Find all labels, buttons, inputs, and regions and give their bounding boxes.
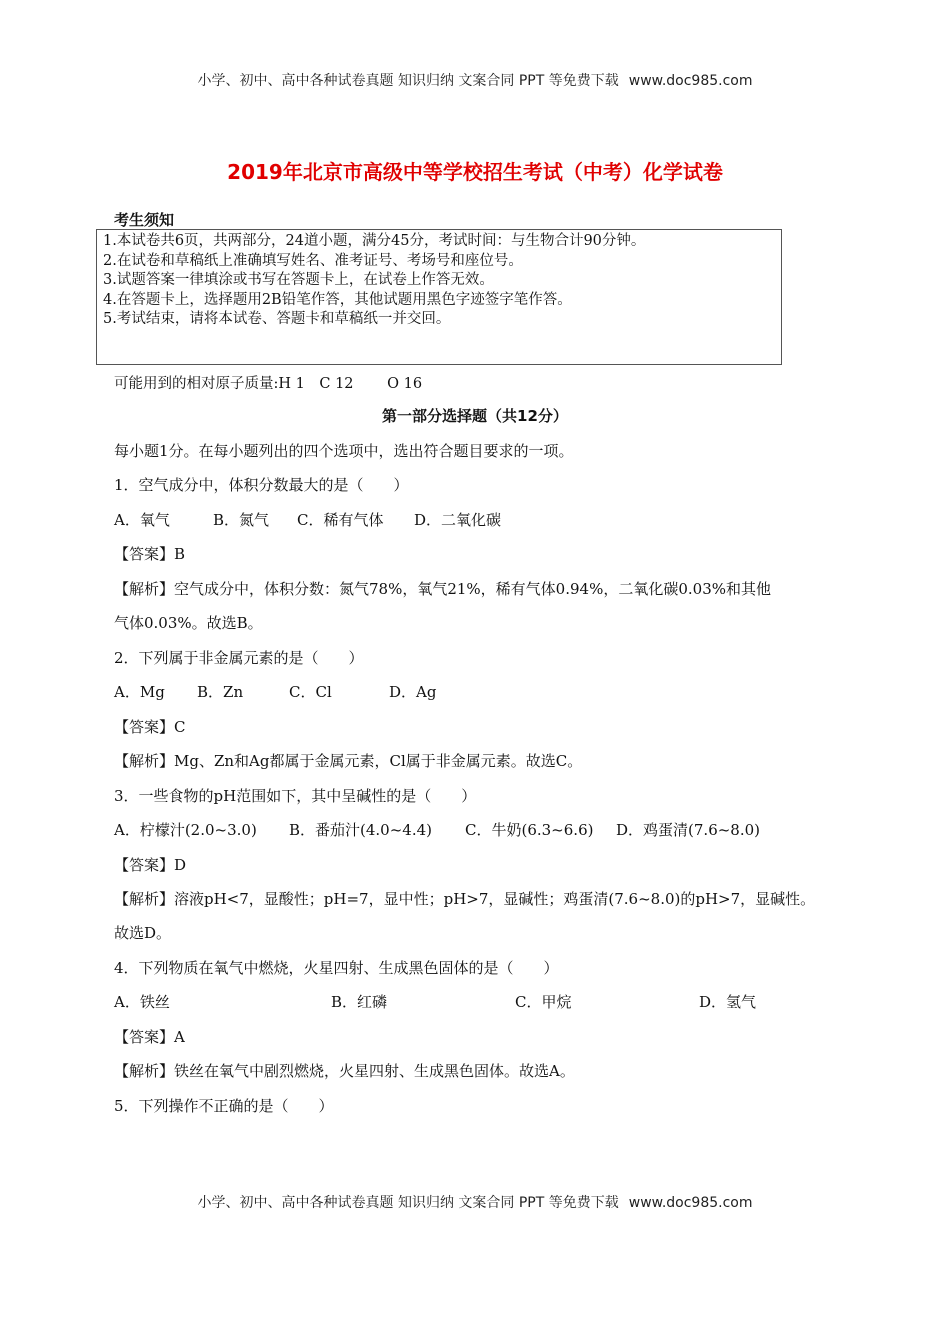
option: D．Ag [389,683,437,701]
section-intro: 每小题1分。在每小题列出的四个选项中，选出符合题目要求的一项。 [114,442,574,460]
option: C．牛奶(6.3~6.6) [465,821,594,839]
option: A．柠檬汁(2.0~3.0) [114,821,257,839]
option: C．稀有气体 [297,511,384,529]
question-options [114,681,834,703]
question-stem: 5．下列操作不正确的是（ ） [114,1097,334,1115]
footer-text: 小学、初中、高中各种试卷真题 知识归纳 文案合同 PPT 等免费下载 [197,1195,619,1211]
notice-item: 3.试题答案一律填涂或书写在答题卡上，在试卷上作答无效。 [103,272,494,288]
atomic-mass: 可能用到的相对原子质量:H 1 C 12 O 16 [114,376,423,392]
page-header [0,70,950,90]
question-options [114,509,834,531]
analysis: 【解析】溶液pH<7，显酸性；pH=7，显中性；pH>7，显碱性；鸡蛋清(7.6~8.0)的pH>7，显碱性。 [114,890,816,908]
analysis: 【解析】Mg、Zn和Ag都属于金属元素，Cl属于非金属元素。故选C。 [114,752,583,770]
notice-item: 5.考试结束，请将本试卷、答题卡和草稿纸一并交回。 [103,311,451,327]
option: A．氧气 [114,511,170,529]
notice-item: 2.在试卷和草稿纸上准确填写姓名、准考证号、考场号和座位号。 [103,252,523,269]
analysis: 【解析】铁丝在氧气中剧烈燃烧，火星四射、生成黑色固体。故选A。 [114,1062,575,1080]
notice-title: 考生须知 [114,211,175,229]
option: D．氢气 [699,993,757,1011]
option: B．番茄汁(4.0~4.4) [289,821,433,839]
header-url: www.doc985.com [628,73,753,89]
option: D．二氧化碳 [414,511,502,529]
question-options [114,991,834,1013]
answer: 【答案】C [114,718,186,736]
answer: 【答案】A [114,1028,185,1046]
question-stem: 2．下列属于非金属元素的是（ ） [114,649,364,667]
question-stem: 4．下列物质在氧气中燃烧，火星四射、生成黑色固体的是（ ） [114,959,559,977]
notice-item: 4.在答题卡上，选择题用2B铅笔作答，其他试题用黑色字迹签字笔作答。 [103,291,572,308]
answer: 【答案】D [114,856,187,874]
option: B．红磷 [331,993,388,1011]
option: C．Cl [289,683,332,701]
option: B．氮气 [213,511,270,529]
section-title: 第一部分选择题（共12分） [382,407,568,425]
notice-item: 1.本试卷共6页，共两部分，24道小题，满分45分，考试时间：与生物合计90分钟。 [103,233,646,249]
header-text: 小学、初中、高中各种试卷真题 知识归纳 文案合同 PPT 等免费下载 [197,73,619,89]
question-options [114,819,834,841]
notice-box [96,229,782,365]
page-footer [0,1192,950,1212]
question-stem: 3．一些食物的pH范围如下，其中呈碱性的是（ ） [114,787,477,805]
option: D．鸡蛋清(7.6~8.0) [616,821,761,839]
footer-url: www.doc985.com [628,1195,753,1211]
option: B．Zn [197,683,244,701]
answer: 【答案】B [114,545,186,563]
option: C．甲烷 [515,993,572,1011]
analysis: 【解析】空气成分中，体积分数：氮气78%，氧气21%，稀有气体0.94%，二氧化碳0.03%和其他 [114,580,771,598]
option: A．铁丝 [114,993,170,1011]
question-stem: 1．空气成分中，体积分数最大的是（ ） [114,476,409,494]
page-title: 2019年北京市高级中等学校招生考试（中考）化学试卷 [227,160,723,184]
option: A．Mg [114,683,165,701]
analysis: 气体0.03%。故选B。 [114,614,263,632]
analysis: 故选D。 [114,924,172,942]
